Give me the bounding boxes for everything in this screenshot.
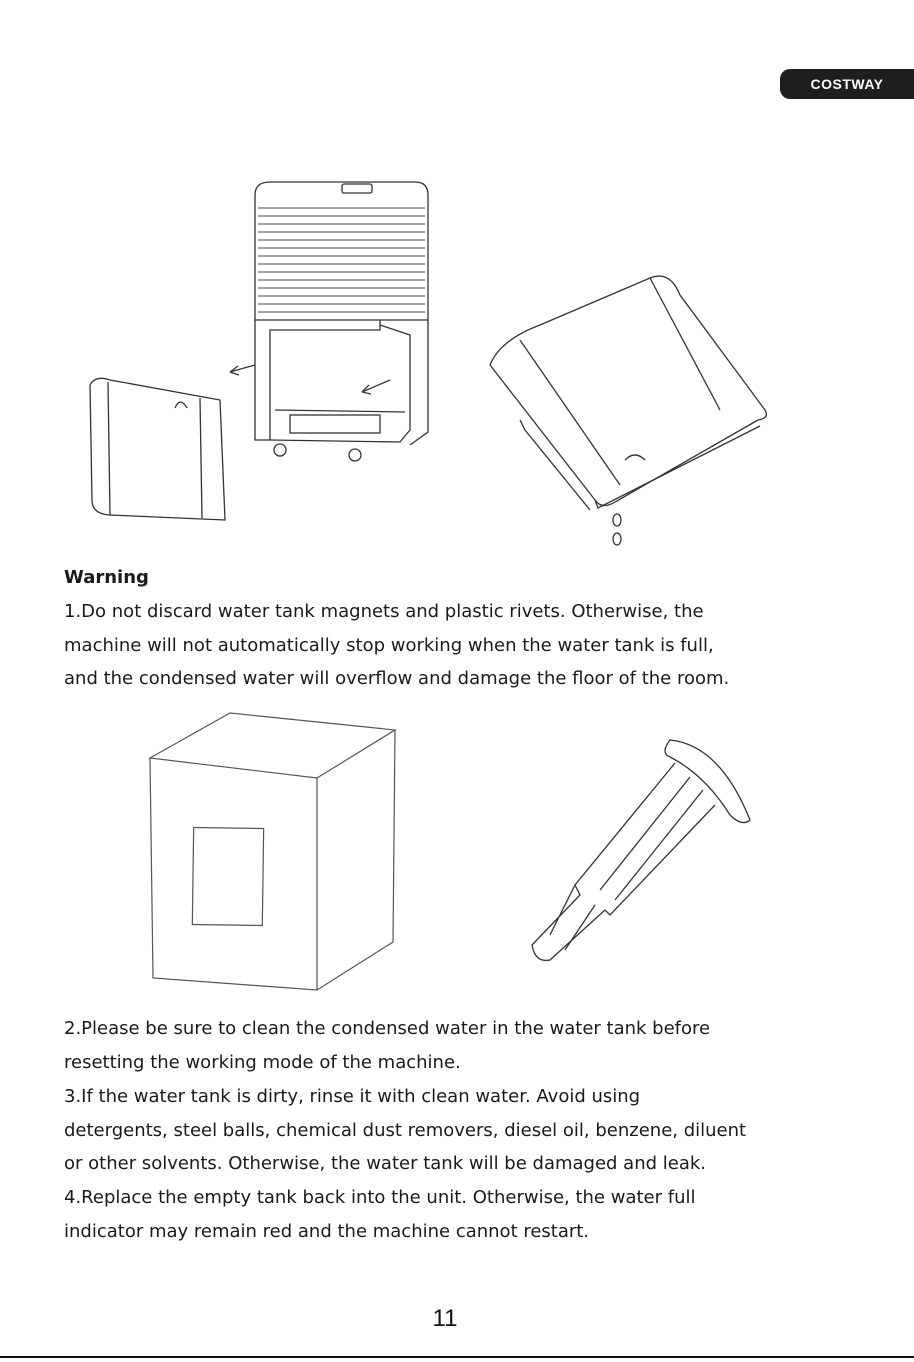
magnet-illustration [145,710,405,1000]
warning-item-1-line-3: and the condensed water will overflow and damage the floor of the room. [64,668,730,689]
warning-item-2 [64,1012,710,1079]
brand-logo-text: COSTWAY [810,76,884,92]
warning-item-2-line-1: 2.Please be sure to clean the condensed water in the water tank before [64,1018,711,1039]
warning-item-2-line-2: resetting the working mode of the machine. [64,1051,461,1073]
warning-item-4-line-2: indicator may remain red and the machine cannot restart. [64,1220,590,1242]
warning-item-3-line-1: 3.If the water tank is dirty, rinse it with clean water. Avoid using [64,1086,641,1107]
warning-item-1-line-1: 1.Do not discard water tank magnets and plastic rivets. Otherwise, the [64,601,704,622]
warning-heading: Warning [64,567,149,588]
plastic-rivet-illustration [520,735,760,975]
warning-item-1 [64,595,729,696]
footer-divider [0,1356,914,1358]
dehumidifier-tank-removal-illustration [80,160,440,530]
warning-item-3 [64,1080,746,1181]
warning-item-3-line-2: detergents, steel balls, chemical dust removers, diesel oil, benzene, diluent [64,1119,747,1141]
warning-item-4-line-1: 4.Replace the empty tank back into the unit. Otherwise, the water full [64,1187,696,1208]
warning-item-4 [64,1181,696,1248]
warning-item-1-line-2: machine will not automatically stop working when the water tank is full, [64,634,714,656]
brand-badge [780,69,914,99]
warning-item-3-line-3: or other solvents. Otherwise, the water tank will be damaged and leak. [64,1153,707,1174]
water-tank-drip-illustration [470,270,780,555]
page-number: 11 [432,1305,458,1332]
